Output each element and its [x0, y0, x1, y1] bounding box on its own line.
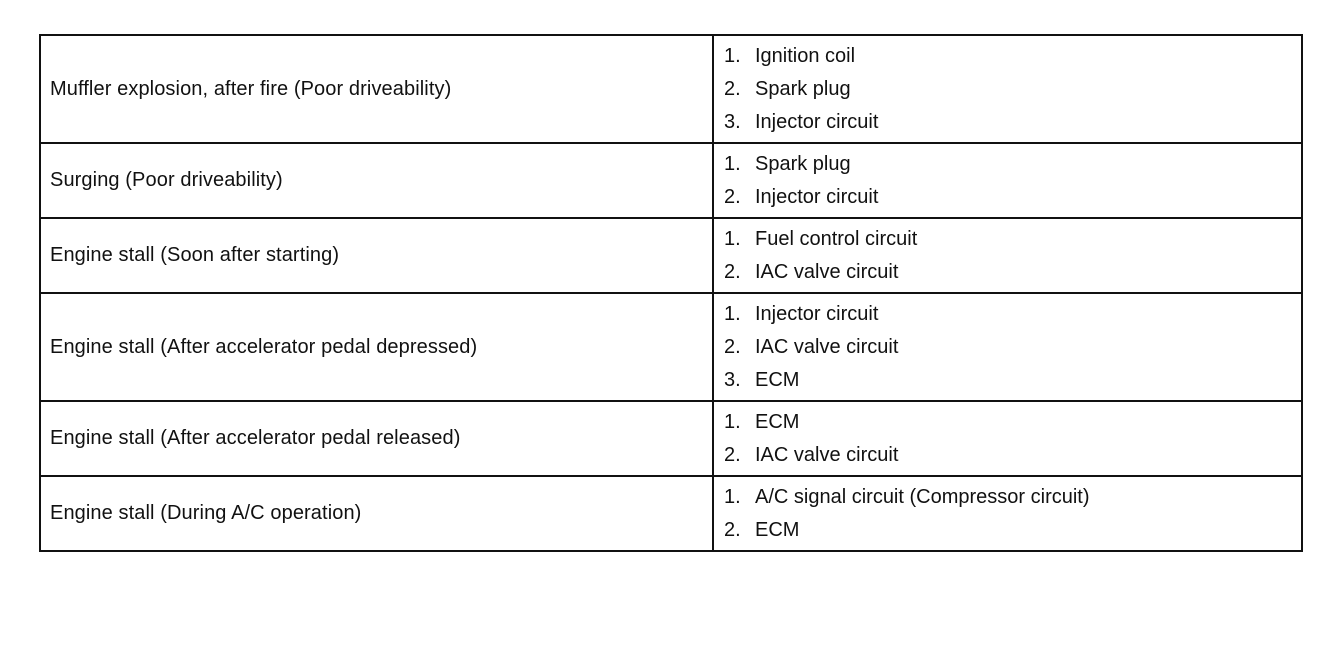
cause-number: 2. [724, 260, 741, 283]
cause-number: 1. [724, 227, 741, 250]
cause-text: Spark plug [755, 77, 851, 100]
causes-cell [713, 293, 1302, 401]
symptom-cell: Muffler explosion, after fire (Poor driveability) [40, 35, 713, 143]
cause-number: 1. [724, 44, 741, 67]
cause-number: 1. [724, 485, 741, 508]
cause-item [724, 514, 1301, 547]
cause-item [724, 40, 1301, 73]
table-row [40, 218, 1302, 293]
cause-item [724, 298, 1301, 331]
symptom-cell: Engine stall (Soon after starting) [40, 218, 713, 293]
cause-item [724, 148, 1301, 181]
table-row [40, 476, 1302, 551]
cause-text: ECM [755, 518, 800, 541]
cause-list [724, 406, 1301, 472]
cause-text: Spark plug [755, 152, 851, 175]
cause-text: Injector circuit [755, 110, 879, 133]
cause-number: 2. [724, 77, 741, 100]
cause-item [724, 406, 1301, 439]
table-row [40, 401, 1302, 476]
symptom-cell: Engine stall (After accelerator pedal released) [40, 401, 713, 476]
cause-text: IAC valve circuit [755, 335, 899, 358]
cause-number: 2. [724, 518, 741, 541]
cause-list [724, 148, 1301, 214]
table-row [40, 293, 1302, 401]
cause-number: 1. [724, 410, 741, 433]
symptom-cell: Engine stall (After accelerator pedal depressed) [40, 293, 713, 401]
cause-text: Fuel control circuit [755, 227, 918, 250]
cause-number: 3. [724, 110, 741, 133]
cause-number: 1. [724, 152, 741, 175]
cause-item [724, 106, 1301, 139]
symptom-cause-table [39, 34, 1303, 552]
causes-cell [713, 401, 1302, 476]
causes-cell [713, 35, 1302, 143]
table-row [40, 143, 1302, 218]
causes-cell [713, 143, 1302, 218]
cause-number: 2. [724, 335, 741, 358]
cause-text: ECM [755, 410, 800, 433]
cause-number: 1. [724, 302, 741, 325]
cause-text: IAC valve circuit [755, 260, 899, 283]
cause-item [724, 439, 1301, 472]
cause-item [724, 73, 1301, 106]
cause-item [724, 331, 1301, 364]
cause-item [724, 181, 1301, 214]
symptom-cell: Engine stall (During A/C operation) [40, 476, 713, 551]
causes-cell [713, 476, 1302, 551]
cause-text: IAC valve circuit [755, 443, 899, 466]
cause-number: 2. [724, 185, 741, 208]
cause-text: Injector circuit [755, 302, 879, 325]
cause-text: Injector circuit [755, 185, 879, 208]
cause-number: 3. [724, 368, 741, 391]
causes-cell [713, 218, 1302, 293]
cause-item [724, 481, 1301, 514]
cause-list [724, 40, 1301, 139]
cause-item [724, 256, 1301, 289]
cause-item [724, 364, 1301, 397]
table-row [40, 35, 1302, 143]
symptom-cell: Surging (Poor driveability) [40, 143, 713, 218]
cause-item [724, 223, 1301, 256]
cause-text: ECM [755, 368, 800, 391]
cause-list [724, 298, 1301, 397]
cause-list [724, 223, 1301, 289]
cause-number: 2. [724, 443, 741, 466]
cause-text: Ignition coil [755, 44, 856, 67]
cause-text: A/C signal circuit (Compressor circuit) [755, 485, 1090, 508]
cause-list [724, 481, 1301, 547]
